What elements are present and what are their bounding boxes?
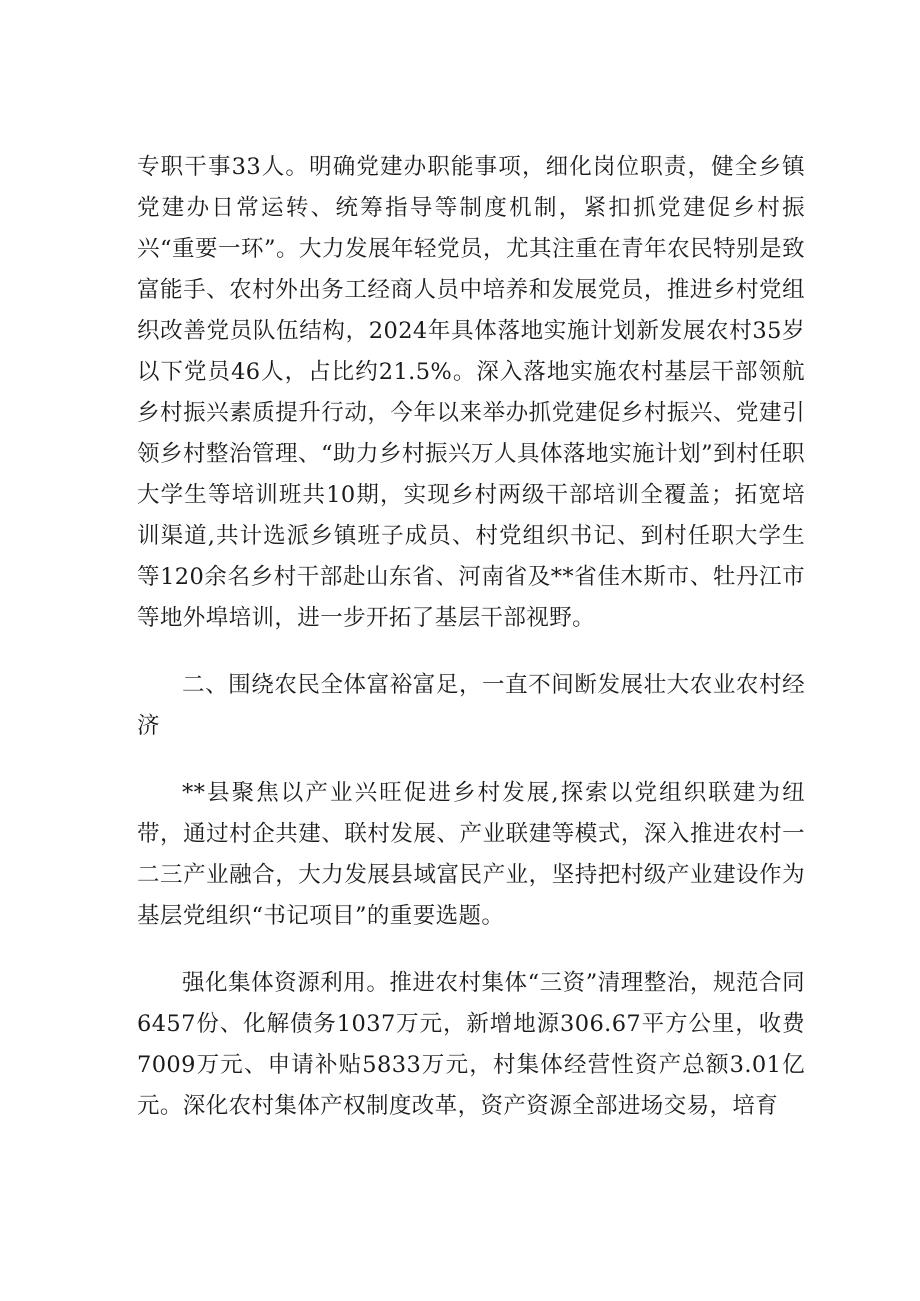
section-heading-two: 二、围绕农民全体富裕富足，一直不间断发展壮大农业农村经济: [137, 672, 805, 739]
paragraph-party-building: 专职干事33人。明确党建办职能事项，细化岗位职责，健全乡镇党建办日常运转、统筹指导等制度机制，紧扣抓党建促乡村振兴“重要一环”。大力发展年轻党员，尤其注重在青年农民特别是致富能手、农村外出务工经商人员中培养和发展党员，推进乡村党组织改善党员队伍结构，2024年具体落地实施计划新发展农村35岁以下党员46人，占比约21.5%。深入落地实施农村基层干部领航乡村振兴素质提升行动，今年以来举办抓党建促乡村振兴、党建引领乡村整治管理、“助力乡村振兴万人具体落地实施计划”到村任职大学生等培训班共10期，实现乡村两级干部培训全覆盖；拓宽培训渠道,共计选派乡镇班子成员、村党组织书记、到村任职大学生等120余名乡村干部赴山东省、河南省及**省佳木斯市、牡丹江市等地外埠培训，进一步开拓了基层干部视野。: [137, 154, 805, 631]
paragraph-collective-resources: 强化集体资源利用。推进农村集体“三资”清理整治，规范合同6457份、化解债务1037万元，新增地源306.67平方公里，收费7009万元、申请补贴5833万元，村集体经营性资产总额3.01亿元。深化农村集体产权制度改革，资产资源全部进场交易，培育: [137, 970, 805, 1119]
document-body: [137, 147, 805, 1127]
paragraph-industry-development: **县聚焦以产业兴旺促进乡村发展,探索以党组织联建为纽带，通过村企共建、联村发展、产业联建等模式，深入推进农村一二三产业融合，大力发展县域富民产业，坚持把村级产业建设作为基层党组织“书记项目”的重要选题。: [137, 780, 805, 929]
